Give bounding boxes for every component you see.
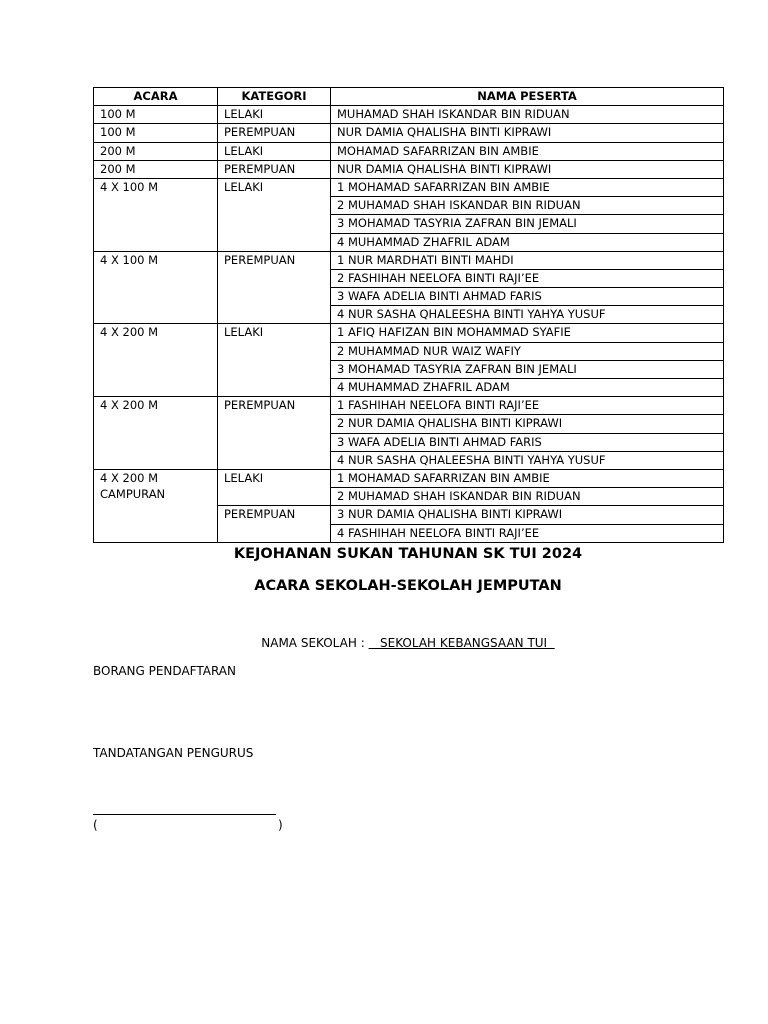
cell-acara-line2: CAMPURAN bbox=[100, 486, 166, 501]
registration-table bbox=[93, 87, 724, 543]
signature-line bbox=[93, 814, 276, 815]
table-row bbox=[94, 124, 724, 142]
cell-nama: 1 FASHIHAH NEELOFA BINTI RAJI’EE bbox=[331, 397, 724, 415]
cell-nama: MOHAMAD SAFARRIZAN BIN AMBIE bbox=[331, 142, 724, 160]
document-subtitle: ACARA SEKOLAH-SEKOLAH JEMPUTAN bbox=[254, 578, 562, 594]
cell-nama: 2 MUHAMAD SHAH ISKANDAR BIN RIDUAN bbox=[331, 488, 724, 506]
cell-acara: 100 M bbox=[94, 106, 218, 124]
table-header-row bbox=[94, 88, 724, 106]
cell-nama: 1 MOHAMAD SAFARRIZAN BIN AMBIE bbox=[331, 469, 724, 487]
table-row bbox=[94, 160, 724, 178]
cell-nama: 1 AFIQ HAFIZAN BIN MOHAMMAD SYAFIE bbox=[331, 324, 724, 342]
cell-kategori: PEREMPUAN bbox=[218, 251, 331, 324]
table-row bbox=[94, 142, 724, 160]
table-row bbox=[94, 178, 724, 196]
signature-label: TANDATANGAN PENGURUS bbox=[93, 746, 254, 760]
cell-nama: NUR DAMIA QHALISHA BINTI KIPRAWI bbox=[331, 124, 724, 142]
table-row bbox=[94, 251, 724, 269]
cell-acara: 200 M bbox=[94, 142, 218, 160]
borang-label: BORANG PENDAFTARAN bbox=[93, 664, 236, 678]
cell-nama: 4 MUHAMMAD ZHAFRIL ADAM bbox=[331, 379, 724, 397]
header-acara: ACARA bbox=[94, 88, 218, 106]
cell-acara: 4 X 100 M bbox=[94, 178, 218, 251]
cell-nama: 2 NUR DAMIA QHALISHA BINTI KIPRAWI bbox=[331, 415, 724, 433]
table-row bbox=[94, 469, 724, 487]
cell-nama: 2 FASHIHAH NEELOFA BINTI RAJI’EE bbox=[331, 269, 724, 287]
document-title: KEJOHANAN SUKAN TAHUNAN SK TUI 2024 bbox=[233, 546, 583, 562]
header-kategori: KATEGORI bbox=[218, 88, 331, 106]
name-paren-close: ) bbox=[278, 818, 283, 832]
cell-kategori: LELAKI bbox=[218, 324, 331, 397]
cell-kategori: LELAKI bbox=[218, 178, 331, 251]
cell-acara: 4 X 200 M bbox=[94, 324, 218, 397]
cell-nama: 4 NUR SASHA QHALEESHA BINTI YAHYA YUSUF bbox=[331, 306, 724, 324]
cell-nama: 1 MOHAMAD SAFARRIZAN BIN AMBIE bbox=[331, 178, 724, 196]
cell-nama: 3 WAFA ADELIA BINTI AHMAD FARIS bbox=[331, 288, 724, 306]
school-name-value: SEKOLAH KEBANGSAAN TUI bbox=[368, 636, 555, 650]
cell-nama: MUHAMAD SHAH ISKANDAR BIN RIDUAN bbox=[331, 106, 724, 124]
cell-nama: 1 NUR MARDHATI BINTI MAHDI bbox=[331, 251, 724, 269]
cell-kategori: LELAKI bbox=[218, 469, 331, 505]
cell-nama: NUR DAMIA QHALISHA BINTI KIPRAWI bbox=[331, 160, 724, 178]
table-row bbox=[94, 324, 724, 342]
cell-kategori: PEREMPUAN bbox=[218, 506, 331, 542]
cell-kategori: LELAKI bbox=[218, 106, 331, 124]
cell-kategori: PEREMPUAN bbox=[218, 397, 331, 470]
cell-acara bbox=[94, 469, 218, 542]
cell-kategori: LELAKI bbox=[218, 142, 331, 160]
cell-acara-line1: 4 X 200 M bbox=[100, 470, 159, 485]
cell-nama: 2 MUHAMMAD NUR WAIZ WAFIY bbox=[331, 342, 724, 360]
cell-kategori: PEREMPUAN bbox=[218, 160, 331, 178]
cell-acara: 4 X 200 M bbox=[94, 397, 218, 470]
cell-nama: 4 MUHAMMAD ZHAFRIL ADAM bbox=[331, 233, 724, 251]
cell-nama: 3 NUR DAMIA QHALISHA BINTI KIPRAWI bbox=[331, 506, 724, 524]
table-row bbox=[94, 397, 724, 415]
cell-acara: 4 X 100 M bbox=[94, 251, 218, 324]
cell-nama: 3 MOHAMAD TASYRIA ZAFRAN BIN JEMALI bbox=[331, 360, 724, 378]
name-paren-open: ( bbox=[93, 818, 98, 832]
cell-nama: 4 NUR SASHA QHALEESHA BINTI YAHYA YUSUF bbox=[331, 451, 724, 469]
cell-acara: 100 M bbox=[94, 124, 218, 142]
cell-nama: 3 MOHAMAD TASYRIA ZAFRAN BIN JEMALI bbox=[331, 215, 724, 233]
cell-nama: 3 WAFA ADELIA BINTI AHMAD FARIS bbox=[331, 433, 724, 451]
cell-nama: 4 FASHIHAH NEELOFA BINTI RAJI’EE bbox=[331, 524, 724, 542]
table-row bbox=[94, 106, 724, 124]
cell-acara: 200 M bbox=[94, 160, 218, 178]
school-name-line bbox=[93, 636, 723, 650]
cell-nama: 2 MUHAMAD SHAH ISKANDAR BIN RIDUAN bbox=[331, 197, 724, 215]
cell-kategori: PEREMPUAN bbox=[218, 124, 331, 142]
header-nama-peserta: NAMA PESERTA bbox=[331, 88, 724, 106]
school-name-label: NAMA SEKOLAH : bbox=[261, 636, 365, 650]
